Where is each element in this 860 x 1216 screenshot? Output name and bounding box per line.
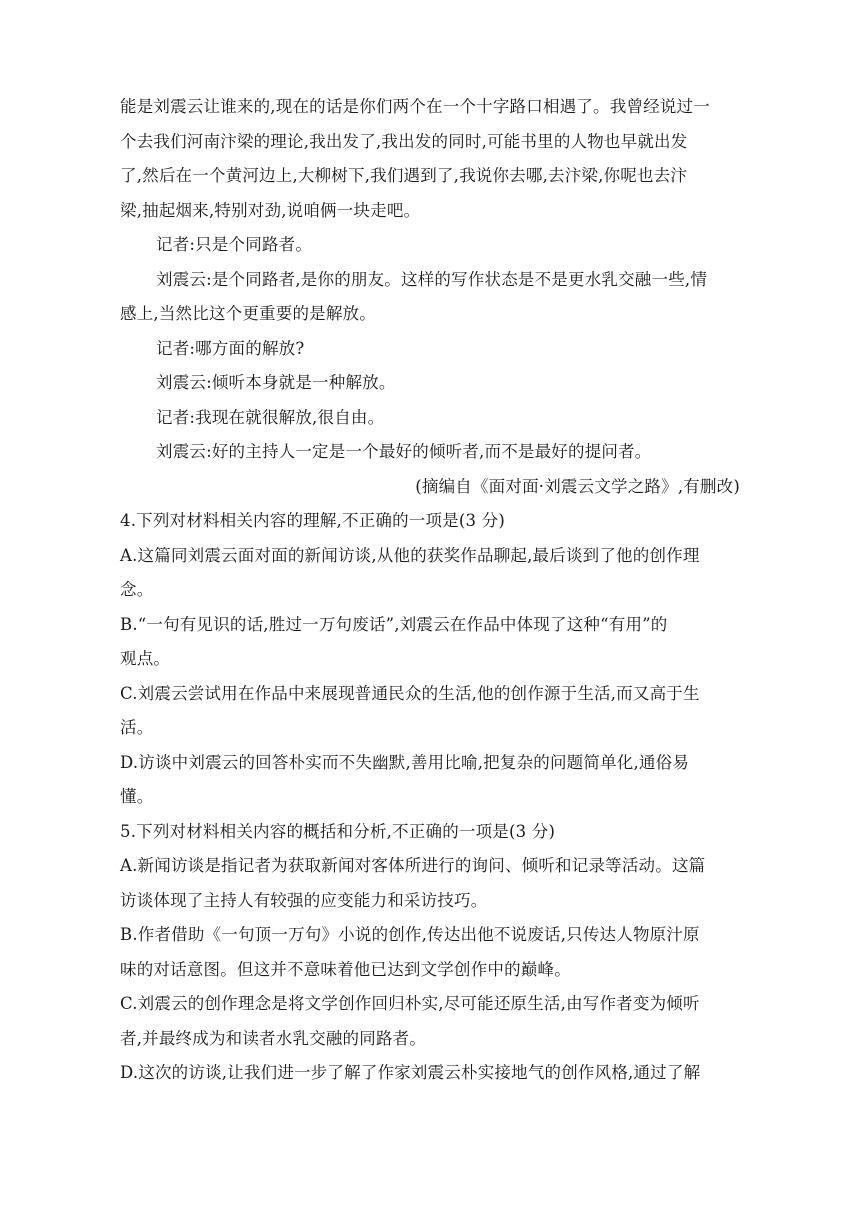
question-stem: 5.下列对材料相关内容的概括和分析,不正确的一项是(3 分) xyxy=(120,821,556,841)
option-d xyxy=(120,746,740,815)
question-4 xyxy=(120,504,740,815)
text-line: 个去我们河南汴梁的理论,我出发了,我出发的同时,可能书里的人物也早就出发 xyxy=(120,131,688,151)
text-line: C.刘震云的创作理念是将文学创作回归朴实,尽可能还原生活,由写作者变为倾听 xyxy=(120,994,700,1013)
dialogue-reporter-1 xyxy=(120,228,740,263)
text-line: A.这篇同刘震云面对面的新闻访谈,从他的获奖作品聊起,最后谈到了他的创作理 xyxy=(120,545,700,565)
passage-paragraph xyxy=(120,90,740,228)
text-line: 刘震云:是个同路者,是你的朋友。这样的写作状态是不是更水乳交融一些,情 xyxy=(156,269,708,289)
option-d xyxy=(120,1056,740,1091)
option-c xyxy=(120,677,740,746)
dialogue-reporter-2 xyxy=(120,332,740,367)
text-line: A.新闻访谈是指记者为获取新闻对客体所进行的询问、倾听和记录等活动。这篇 xyxy=(120,856,706,875)
text-line: 记者:我现在就很解放,很自由。 xyxy=(156,407,385,427)
text-line: 念。 xyxy=(120,580,154,599)
source-citation: (摘编自《面对面·刘震云文学之路》,有删改) xyxy=(415,476,740,496)
text-line: 活。 xyxy=(120,718,154,737)
option-a xyxy=(120,849,740,918)
text-line: C.刘震云尝试用在作品中来展现普通民众的生活,他的创作源于生活,而又高于生 xyxy=(120,683,700,703)
text-line: B.“一句有见识的话,胜过一万句废话”,刘震云在作品中体现了这种“有用”的 xyxy=(120,614,668,634)
dialogue-liu-3 xyxy=(120,435,740,470)
option-b xyxy=(120,918,740,987)
dialogue-liu-1 xyxy=(120,263,740,332)
question-stem: 4.下列对材料相关内容的理解,不正确的一项是(3 分) xyxy=(120,511,506,530)
text-line: 味的对话意图。但这并不意味着他已达到文学创作中的巅峰。 xyxy=(120,959,571,979)
text-line: 刘震云:好的主持人一定是一个最好的倾听者,而不是最好的提问者。 xyxy=(156,442,652,461)
text-line: 访谈体现了主持人有较强的应变能力和采访技巧。 xyxy=(120,890,488,910)
text-line: 懂。 xyxy=(120,787,154,806)
text-line: 梁,抽起烟来,特别对劲,说咱俩一块走吧。 xyxy=(120,200,421,220)
text-line: D.访谈中刘震云的回答朴实而不失幽默,善用比喻,把复杂的问题简单化,通俗易 xyxy=(120,752,690,772)
text-line: 记者:哪方面的解放? xyxy=(156,338,305,358)
text-line: 者,并最终成为和读者水乳交融的同路者。 xyxy=(120,1028,427,1048)
text-line: 感上,当然比这个更重要的是解放。 xyxy=(120,304,376,323)
dialogue-liu-2 xyxy=(120,366,740,401)
question-5 xyxy=(120,815,740,1091)
dialogue-reporter-3 xyxy=(120,401,740,436)
option-c xyxy=(120,987,740,1056)
text-line: B.作者借助《一句顶一万句》小说的创作,传达出他不说废话,只传达人物原汁原 xyxy=(120,925,700,944)
text-line: 了,然后在一个黄河边上,大柳树下,我们遇到了,我说你去哪,去汴梁,你呢也去汴 xyxy=(120,166,688,185)
text-line: 能是刘震云让谁来的,现在的话是你们两个在一个十字路口相遇了。我曾经说过一 xyxy=(120,97,710,116)
text-line: D.这次的访谈,让我们进一步了解了作家刘震云朴实接地气的创作风格,通过了解 xyxy=(120,1063,701,1082)
option-b xyxy=(120,608,740,677)
text-line: 记者:只是个同路者。 xyxy=(156,235,313,254)
text-line: 观点。 xyxy=(120,649,171,668)
text-line: 刘震云:倾听本身就是一种解放。 xyxy=(156,373,396,392)
option-a xyxy=(120,539,740,608)
